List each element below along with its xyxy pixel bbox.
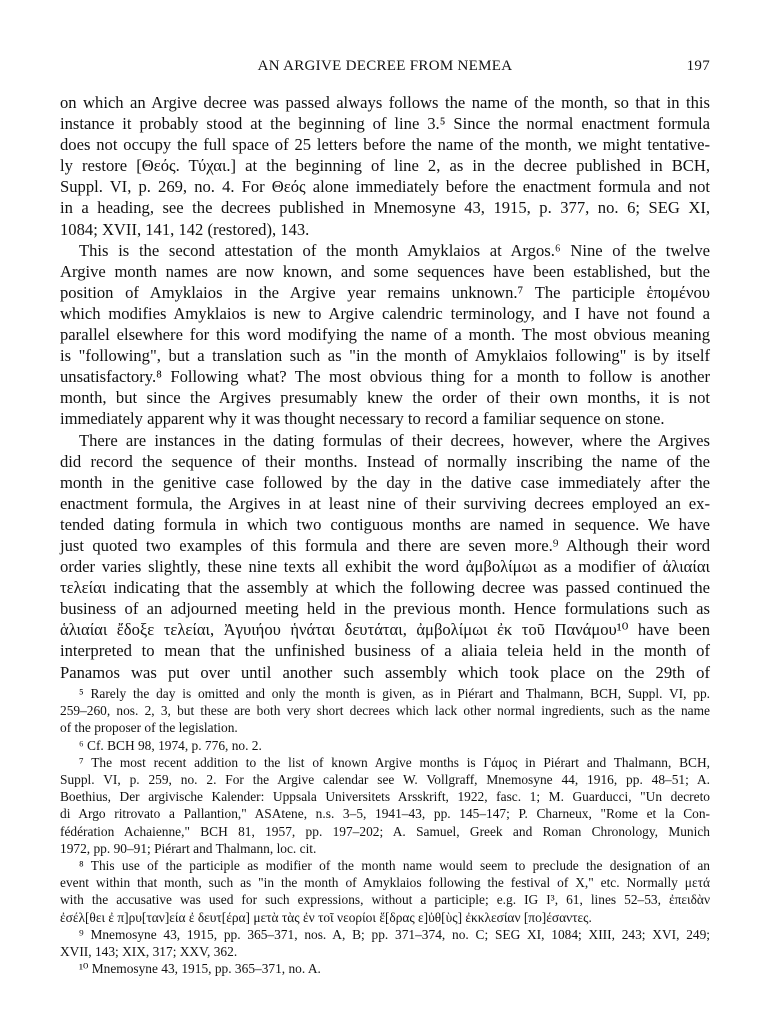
- footnote-line: 1972, pp. 90–91; Piérart and Thalmann, loc. cit.: [60, 840, 317, 856]
- running-title: AN ARGIVE DECREE FROM NEMEA: [257, 58, 513, 74]
- footnote-line: fédération Achaienne," BCH 81, 1957, pp. 197–202; A. Samuel, Greek and Roman Chronology, Munich: [60, 823, 710, 839]
- text-line: month in the genitive case followed by the day in the dative case immediately after the: [60, 472, 710, 492]
- text-line: ly restore [Θεός. Τύχαι.] at the beginning of line 2, as in the decree published in BCH,: [60, 156, 710, 176]
- text-line: in a heading, see the decrees published in Mnemosyne 43, 1915, p. 377, no. 6; SEG XI,: [60, 198, 710, 218]
- text-line: Argive month names are now known, and some sequences have been established, but the: [60, 261, 710, 281]
- footnote-line: of the proposer of the legislation.: [60, 720, 238, 736]
- text-line: tended dating formula in which two contiguous months are named in sequence. We have: [60, 514, 710, 534]
- text-line: enactment formula, the Argives in at least nine of their surviving decrees employed an ex-: [60, 493, 710, 513]
- footnote-line: ⁸ This use of the participle as modifier of the month name would seem to preclude the designation of an: [79, 858, 710, 874]
- footnote-line: ⁶ Cf. BCH 98, 1974, p. 776, no. 2.: [79, 737, 262, 753]
- text-line: unsatisfactory.⁸ Following what? The most obvious thing for a month to follow is another: [60, 367, 710, 387]
- text-line: on which an Argive decree was passed always follows the name of the month, so that in this: [60, 93, 710, 112]
- footnote-line: ⁵ Rarely the day is omitted and only the month is given, as in Piérart and Thalmann, BCH, Suppl. VI, pp.: [79, 686, 710, 701]
- text-line: Suppl. VI, p. 269, no. 4. For Θεός alone immediately before the enactment formula and not: [60, 177, 710, 197]
- footnote-line: XVII, 143; XIX, 317; XXV, 362.: [60, 944, 238, 960]
- text-line: just quoted two examples of this formula and there are seven more.⁹ Although their word: [60, 535, 710, 555]
- text-line: did record the sequence of their months. Instead of normally inscribing the name of the: [60, 451, 710, 471]
- text-line: immediately apparent why it was thought necessary to record a familiar sequence on stone.: [60, 409, 665, 429]
- text-line: 1084; XVII, 141, 142 (restored), 143.: [60, 219, 310, 239]
- footnote-line: Boethius, Der argivische Kalender: Uppsala Universitets Arsskrift, 1922, fasc. 1; M. Guarducci, "Un decreto: [60, 789, 710, 805]
- footnote-line: ἐσέλ[θει ἐ π]ρυ[ταν]εία ἐ δευτ[έρα] μετὰ τὰς ἐν τοῖ νεορίοι ἕ[δρας ε]ὐθ[ὺς] ἐκκλεσίαν [πο]έσαντες.: [60, 909, 592, 925]
- text-line: order varies slightly, these nine texts all exhibit the word ἀμβολίμωι as a modifier of ἁλιαίαι: [60, 557, 710, 577]
- page-number: 197: [686, 58, 710, 74]
- text-line: There are instances in the dating formulas of their decrees, however, where the Argives: [79, 430, 710, 450]
- footnote-line: event within that month, such as "in the month of Amyklaios following the festival of X," etc. Normally μετά: [60, 875, 710, 891]
- footnote-line: ¹⁰ Mnemosyne 43, 1915, pp. 365–371, no. A.: [79, 961, 321, 977]
- footnotes: [60, 685, 710, 977]
- text-line: month, but since the Argives presumably knew the order of their own months, it is not: [60, 388, 710, 408]
- running-header: [60, 58, 710, 80]
- text-line: does not occupy the full space of 25 letters before the name of the month, we might tentative-: [60, 135, 710, 155]
- text-line: business of an adjourned meeting held in the previous month. Hence formulations such as: [60, 599, 710, 619]
- text-line: position of Amyklaios in the Argive year remains unknown.⁷ The participle ἑπομένου: [60, 282, 710, 302]
- footnote-line: Suppl. VI, p. 259, no. 2. For the Argive calendar see W. Vollgraff, Mnemosyne 44, 1916, pp. 48–51; A.: [60, 772, 710, 788]
- text-line: This is the second attestation of the month Amyklaios at Argos.⁶ Nine of the twelve: [79, 240, 710, 260]
- text-line: τελείαι indicating that the assembly at which the following decree was passed continued the: [60, 578, 710, 598]
- text-line: which modifies Amyklaios is new to Argive calendric terminology, and I have not found a: [60, 303, 710, 323]
- footnote-line: di Argo ritrovato a Pallantion," ASAtene, n.s. 3–5, 1941–43, pp. 145–147; P. Charneux, "Rome et la Con-: [60, 806, 710, 822]
- main-text: [60, 92, 710, 683]
- text-line: Panamos was put over until another such assembly which took place on the 29th of: [60, 662, 710, 682]
- text-line: is "following", but a translation such as "in the month of Amyklaios following" is by itself: [60, 346, 710, 366]
- footnote-line: ⁷ The most recent addition to the list of known Argive months is Γάμος in Piérart and Thalmann, BCH,: [79, 754, 710, 770]
- text-line: ἁλιαίαι ἔδοξε τελείαι, Ἀγυιήου ἡνάται δευτάται, ἀμβολίμωι ἐκ τοῦ Πανάμου¹⁰ have been: [60, 620, 710, 640]
- text-line: instance it probably stood at the beginning of line 3.⁵ Since the normal enactment formula: [60, 114, 710, 134]
- footnote-line: with the accusative was used for such expressions, without a participle; e.g. IG I³, 61, lines 52–53, ἐπειδὰν: [60, 892, 710, 908]
- footnote-line: ⁹ Mnemosyne 43, 1915, pp. 365–371, nos. A, B; pp. 371–374, no. C; SEG XI, 1084; XIII, 243; XVI, 249;: [79, 926, 710, 942]
- footnote-line: 259–260, nos. 2, 3, but these are both very short decrees which lack other normal ingredients, such as the name: [60, 703, 710, 719]
- text-line: interpreted to mean that the unfinished business of a aliaia teleia held in the month of: [60, 641, 710, 661]
- text-line: parallel elsewhere for this word modifying the name of a month. The most obvious meaning: [60, 325, 710, 345]
